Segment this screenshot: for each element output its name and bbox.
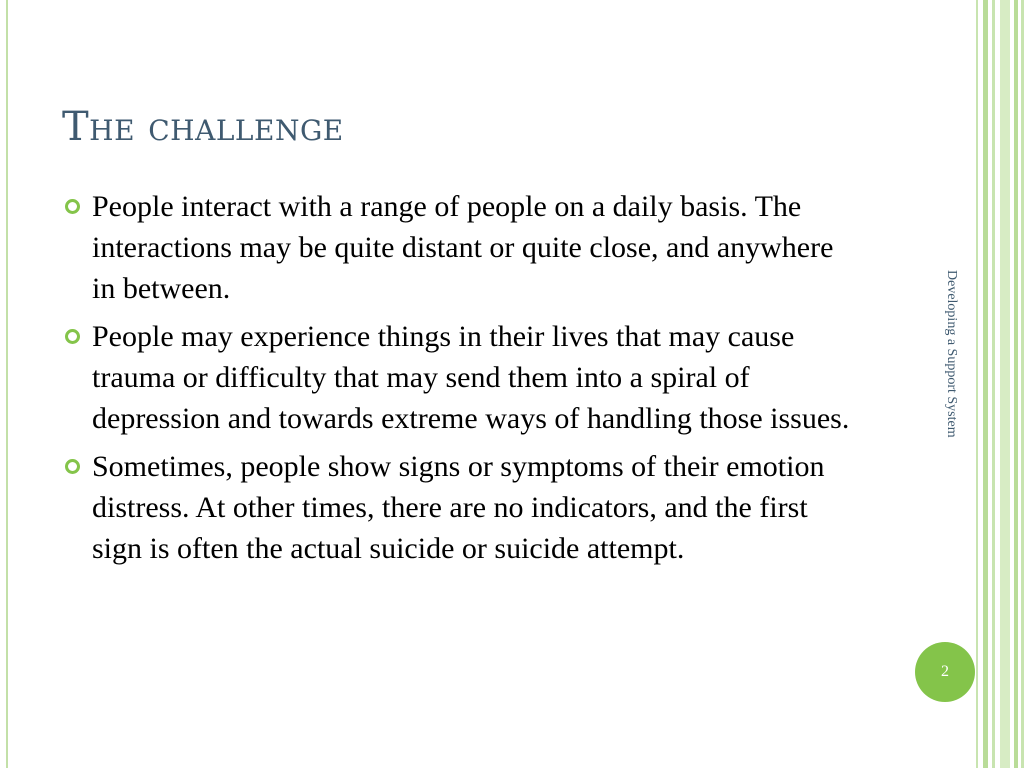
- stripe: [1000, 0, 1010, 768]
- ring-bullet-icon: [65, 459, 80, 474]
- bullet-list: [62, 186, 862, 576]
- stripe: [976, 0, 978, 768]
- bullet-item: [62, 446, 862, 569]
- bullet-item: [62, 316, 862, 439]
- stripe: [983, 0, 988, 768]
- bullet-text: People interact with a range of people on a daily basis. The interactions may be quite distant or quite close, and anywhere in between.: [92, 190, 834, 305]
- bullet-item: [62, 186, 862, 309]
- stripe: [1014, 0, 1018, 768]
- ring-bullet-icon: [65, 199, 80, 214]
- ring-bullet-icon: [65, 329, 80, 344]
- right-decorative-stripes: [976, 0, 1024, 768]
- footer-text: Developing a Support System: [944, 270, 959, 438]
- slide-title: The challenge: [62, 104, 344, 150]
- stripe: [992, 0, 995, 768]
- page-number-badge: [915, 642, 975, 702]
- bullet-text: Sometimes, people show signs or symptoms of their emotion distress. At other times, there are no indicators, and the first sign is often the actual suicide or suicide attempt.: [92, 450, 825, 565]
- page-number: 2: [941, 663, 949, 680]
- left-border-line: [6, 0, 8, 768]
- bullet-text: People may experience things in their lives that may cause trauma or difficulty that may send them into a spiral of depression and towards extreme ways of handling those issues.: [92, 320, 850, 435]
